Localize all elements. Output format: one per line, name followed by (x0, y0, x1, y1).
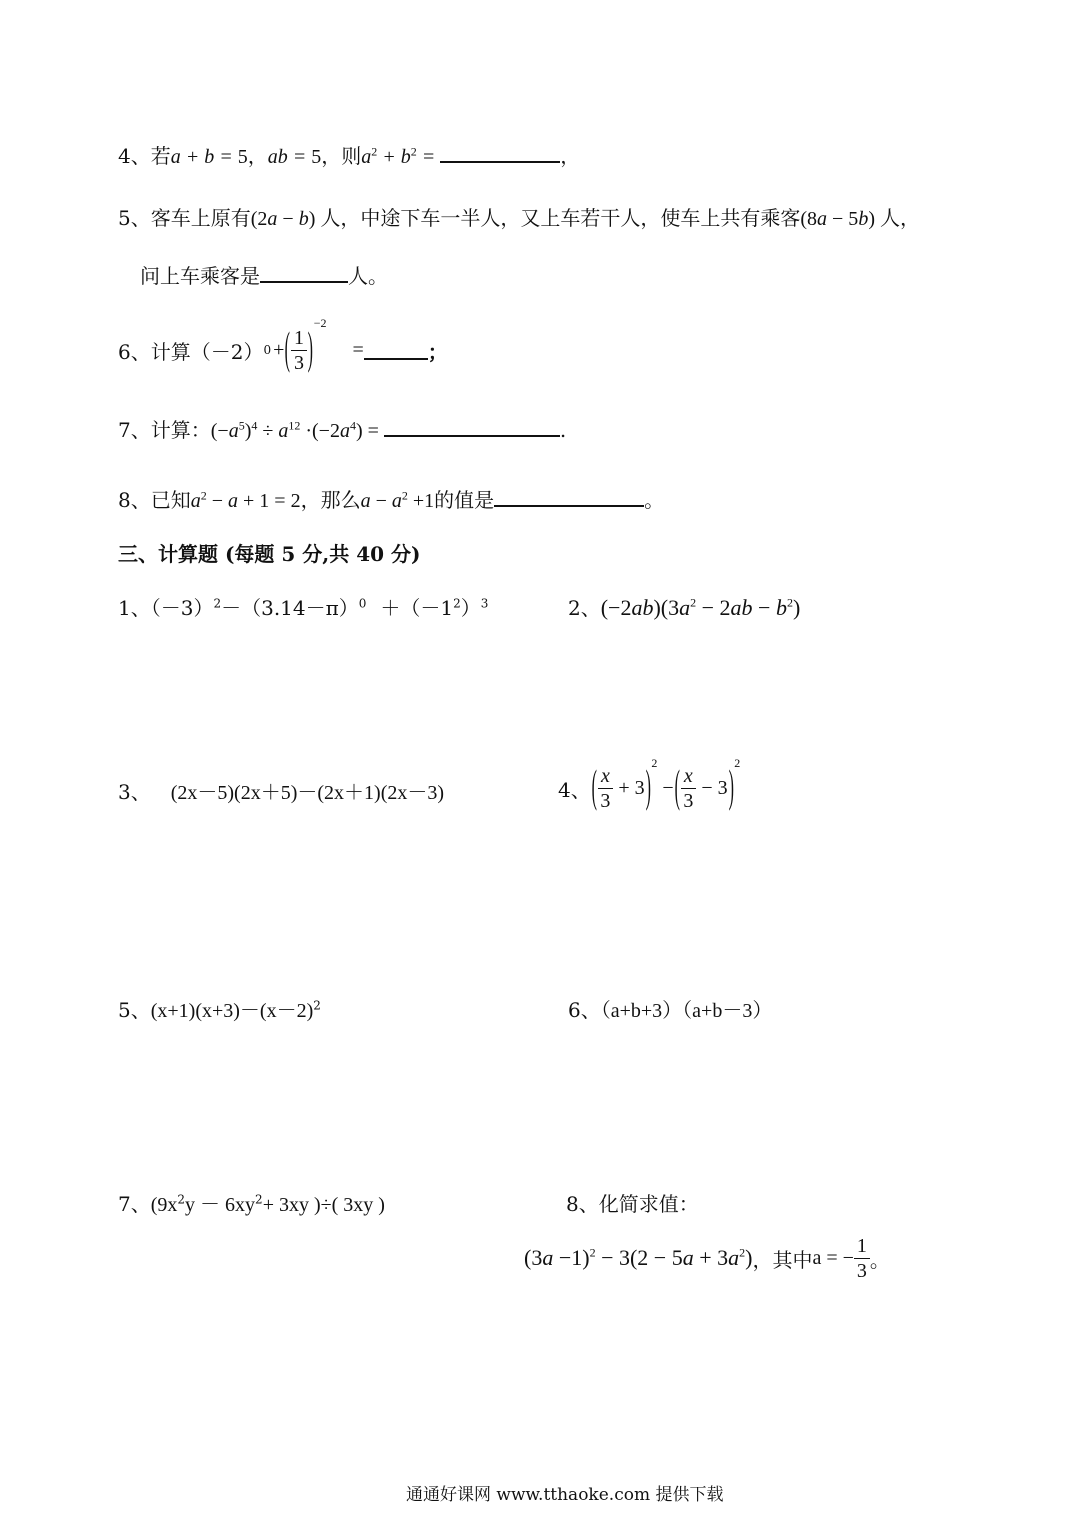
q5-expr-2: (8a − 5b) (800, 208, 880, 230)
q6-number: 6、计算（－2） (118, 339, 264, 364)
problem-7 (118, 1188, 385, 1217)
q6-answer-blank[interactable] (364, 340, 428, 360)
problem-5 (118, 994, 321, 1023)
question-5 (118, 202, 920, 231)
q8-then: ，那么 (300, 488, 361, 512)
p1-sup-4: 3 (480, 596, 489, 611)
q7-expr: $(-a^5)^4 \div a^{12} \cdot(-2a^4)$ = (210, 418, 384, 442)
p8-where: ，其中 (752, 1247, 813, 1272)
q8-number: 8、已知 (118, 488, 191, 512)
problem-4: 4、 ( $\frac{x}{3}$ + 3 ) 2 − ( $\frac{x}{3}$ − 3 ) 2 (558, 756, 740, 820)
p7-expr-c: + 3xy )÷( 3xy ) (262, 1194, 385, 1216)
q8-expr-2: $a - a^2 +1$ (360, 488, 435, 512)
p7-expr-a: (9x (150, 1194, 178, 1216)
q4-number: 4、若 (118, 144, 171, 168)
q6-fraction (291, 328, 307, 373)
p2-expr: $(-2ab)(3a^2 - 2ab - b^2)$ (600, 595, 801, 620)
question-5-line-2 (140, 260, 388, 289)
p5-label: 5、 (118, 998, 151, 1022)
p6-expr: （a+b+3）（a+b－3） (600, 1000, 773, 1022)
q6-frac-num: 1 (291, 328, 307, 351)
p1-text-1: 1、（－3） (118, 596, 214, 620)
p8-fraction: $\frac{1}{3}$ (854, 1236, 870, 1281)
p1-text-4: ） (460, 596, 481, 620)
q6-frac-den: 3 (294, 351, 305, 374)
question-8 (118, 484, 664, 513)
q8-end: 。 (644, 488, 665, 512)
question-6: 6、计算（－2） 0 + ( $\frac{1}{3}$ ) −2 = ； (118, 320, 448, 380)
q4-expr-3: $a^2 + b^2$ = (361, 144, 441, 168)
q5-answer-blank[interactable] (260, 263, 348, 283)
p7-sup-b: 2 (255, 1192, 263, 1207)
q5-number: 5、客车上原有 (118, 206, 251, 230)
q6-plus: + (273, 338, 285, 361)
p2-label: 2、 (568, 596, 601, 620)
p1-sup-1: 2 (213, 596, 222, 611)
q7-end: . (559, 418, 567, 442)
p5-sup: 2 (313, 998, 321, 1013)
problem-8 (566, 1188, 699, 1217)
problem-6 (568, 994, 772, 1023)
p8-expr: $(3a -1)^2 - 3(2 - 5a + 3a^2)$ (524, 1245, 753, 1270)
q4-expr-1: a + b = (170, 146, 238, 168)
problem-2 (568, 592, 800, 621)
p4-paren-1: ( (591, 761, 597, 813)
q5-unit: 人。 (348, 264, 388, 288)
q7-number: 7、计算： (118, 418, 211, 442)
q4-then: ，则 (321, 144, 362, 168)
q4-end: ， (560, 144, 581, 168)
problem-3 (118, 776, 444, 805)
p4-paren-4: ) (728, 761, 734, 813)
p1-text-2: －（3.14－π） (221, 596, 359, 620)
p1-sup-2: 0 (358, 596, 367, 611)
p4-paren-3: ( (674, 761, 680, 813)
q6-left-paren: ( (285, 323, 291, 375)
problem-8-expr (524, 1226, 890, 1290)
q5-text-2: 人， (879, 206, 920, 230)
p8-var: a = − (812, 1246, 854, 1269)
section-3-title: 三、计算题 (每题 5 分,共 40 分) (118, 542, 421, 566)
p7-sup-a: 2 (177, 1192, 186, 1207)
p8-label: 8、化简求值： (566, 1192, 699, 1216)
problem-1 (118, 592, 488, 621)
p4-paren-2: ) (645, 761, 651, 813)
q6-exponent: −2 (313, 316, 327, 330)
p7-label: 7、 (118, 1192, 151, 1216)
p4-frac-1: $\frac{x}{3}$ (597, 766, 613, 811)
p1-sup-3: 2 (453, 596, 461, 611)
q6-end: ； (427, 339, 448, 364)
q4-comma: ， (247, 144, 268, 168)
p4-label: 4、 (558, 777, 591, 802)
q5-text: 人，中途下车一半人，又上车若干人，使车上共有乘客 (320, 206, 801, 230)
q8-question: 的值是 (434, 488, 495, 512)
p3-expr: (2x－5)(2x＋5)－(2x＋1)(2x－3) (170, 782, 445, 804)
question-4: 4、若a + b = 5，ab = 5，则$a^2 + b^2$ = ， (118, 144, 581, 168)
q5-question: 问上车乘客是 (140, 264, 260, 288)
p8-end: 。 (869, 1247, 890, 1272)
p7-expr-b: y － 6xy (185, 1194, 256, 1216)
q6-equals: = (352, 338, 364, 361)
page-footer: 通通好课网 www.tthaoke.com 提供下载 (406, 1485, 724, 1505)
q4-expr-2: ab = (267, 146, 312, 168)
p6-label: 6、 (568, 998, 601, 1022)
p3-label: 3、 (118, 780, 151, 804)
p1-text-3: ＋（－1 (380, 596, 454, 620)
p5-expr: (x+1)(x+3)－(x－2) (150, 1000, 314, 1022)
question-7 (118, 414, 566, 443)
q4-answer-blank[interactable] (440, 143, 560, 163)
q7-answer-blank[interactable] (384, 417, 560, 437)
q5-expr-1: (2a − b) (250, 208, 321, 230)
q8-expr-1: $a^2 - a + 1 = 2$ (190, 488, 301, 512)
p4-frac-2: $\frac{x}{3}$ (680, 766, 696, 811)
q8-answer-blank[interactable] (494, 487, 644, 507)
q6-right-paren: ) (307, 323, 314, 375)
